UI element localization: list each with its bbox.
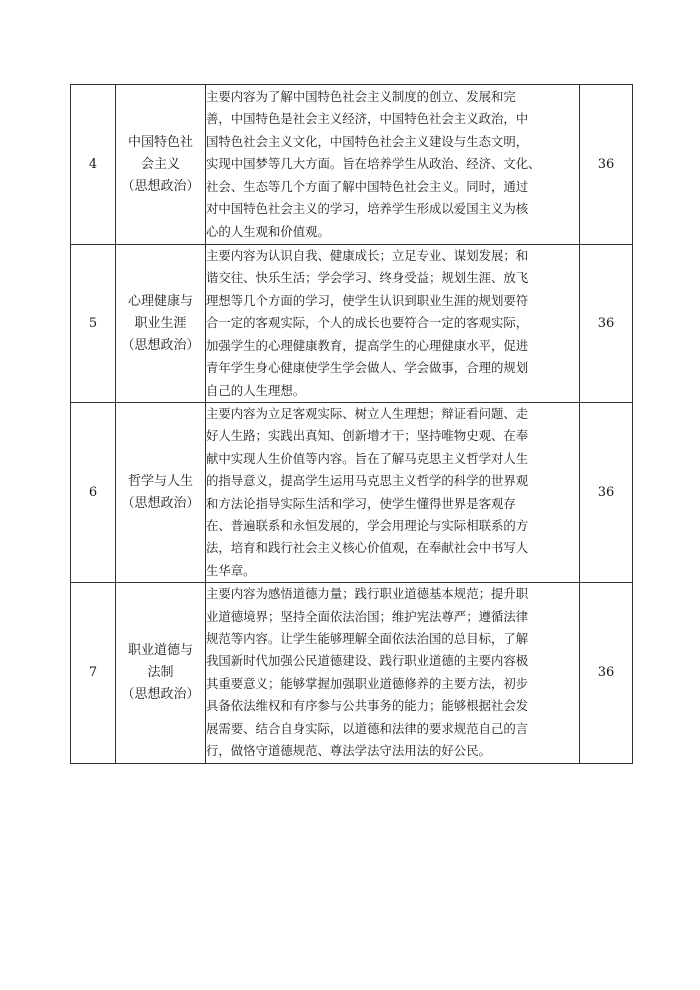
description-line: 合一定的客观实际，个人的成长也要符合一定的客观实际， — [206, 315, 529, 331]
description-line: 主要内容为认识自我、健康成长；立足专业、谋划发展；和 — [206, 248, 529, 264]
description-line: 主要内容为感悟道德力量；践行职业道德基本规范；提升职 — [206, 586, 529, 602]
course-name — [116, 403, 206, 583]
course-description — [206, 403, 580, 583]
description-line: 我国新时代加强公民道德建设、践行职业道德的主要内容极 — [206, 653, 529, 669]
course-hours: 36 — [580, 403, 633, 583]
course-description — [206, 245, 580, 403]
course-name-line: （思想政治） — [121, 495, 200, 511]
table-row — [71, 245, 633, 403]
description-line: 好人生路；实践出真知、创新增才干；坚持唯物史观、在奉 — [206, 428, 529, 444]
course-name-line: 哲学与人生 — [127, 473, 193, 489]
description-line: 法，培育和践行社会主义核心价值观，在奉献社会中书写人 — [206, 540, 529, 556]
description-line: 业道德境界；坚持全面依法治国；维护宪法尊严；遵循法律 — [206, 608, 529, 624]
description-line: 主要内容为了解中国特色社会主义制度的创立、发展和完 — [206, 89, 516, 105]
course-name — [116, 245, 206, 403]
course-number: 4 — [71, 85, 116, 245]
course-number: 5 — [71, 245, 116, 403]
course-description — [206, 583, 580, 763]
description-line: 主要内容为立足客观实际、树立人生理想；辩证看问题、走 — [206, 406, 529, 421]
description-line: 理想等几个方面的学习，使学生认识到职业生涯的规划要符 — [206, 292, 529, 308]
description-line: 心的人生观和价值观。 — [206, 223, 330, 239]
table-row — [71, 403, 633, 583]
description-line: 具备依法维权和有序参与公共事务的能力；能够根据社会发 — [206, 698, 529, 714]
course-name-line: 会主义 — [140, 156, 180, 172]
description-line: 生华章。 — [206, 562, 256, 578]
description-line: 加强学生的心理健康教育，提高学生的心理健康水平，促进 — [206, 337, 529, 353]
course-name — [116, 583, 206, 763]
description-line: 自己的人生理想。 — [206, 382, 306, 398]
description-line: 国特色社会主义文化，中国特色社会主义建设与生态文明， — [206, 133, 529, 149]
course-hours: 36 — [580, 583, 633, 763]
table-row — [71, 85, 633, 245]
description-line: 行，做恪守道德规范、尊法学法守法用法的好公民。 — [206, 743, 491, 759]
description-line: 在、普遍联系和永恒发展的，学会用理论与实际相联系的方 — [206, 518, 529, 534]
course-name-line: （思想政治） — [121, 178, 200, 194]
course-name-line: （思想政治） — [121, 337, 200, 353]
description-line: 的指导意义，提高学生运用马克思主义哲学的科学的世界观 — [206, 473, 529, 489]
description-line: 对中国特色社会主义的学习，培养学生形成以爱国主义为核 — [206, 201, 529, 217]
course-hours: 36 — [580, 85, 633, 245]
description-line: 谐交往、快乐生活；学会学习、终身受益；规划生涯、放飞 — [206, 270, 529, 286]
description-line: 实现中国梦等几大方面。旨在培养学生从政治、经济、文化、 — [206, 156, 541, 172]
course-name-line: 中国特色社 — [127, 134, 193, 150]
course-name — [116, 85, 206, 245]
description-line: 社会、生态等几个方面了解中国特色社会主义。同时，通过 — [206, 178, 529, 194]
course-description — [206, 85, 580, 245]
course-name-line: 职业生涯 — [134, 315, 187, 331]
description-line: 青年学生身心健康使学生学会做人、学会做事，合理的规划 — [206, 360, 529, 376]
description-line: 和方法论指导实际生活和学习，使学生懂得世界是客观存 — [206, 495, 516, 511]
course-table — [70, 84, 633, 764]
description-line: 其重要意义；能够掌握加强职业道德修养的主要方法，初步 — [206, 675, 529, 691]
course-name-line: 职业道德与 — [127, 642, 193, 658]
course-name-line: （思想政治） — [121, 686, 200, 702]
course-number: 7 — [71, 583, 116, 763]
course-name-line: 法制 — [147, 664, 174, 680]
table-row — [71, 583, 633, 763]
description-line: 展需要、结合自身实际，以道德和法律的要求规范自己的言 — [206, 720, 529, 736]
course-hours: 36 — [580, 245, 633, 403]
course-name-line: 心理健康与 — [127, 293, 193, 309]
description-line: 规范等内容。让学生能够理解全面依法治国的总目标，了解 — [206, 631, 529, 647]
description-line: 善，中国特色是社会主义经济，中国特色社会主义政治，中 — [206, 111, 529, 127]
course-number: 6 — [71, 403, 116, 583]
description-line: 献中实现人生价值等内容。旨在了解马克思主义哲学对人生 — [206, 450, 529, 466]
